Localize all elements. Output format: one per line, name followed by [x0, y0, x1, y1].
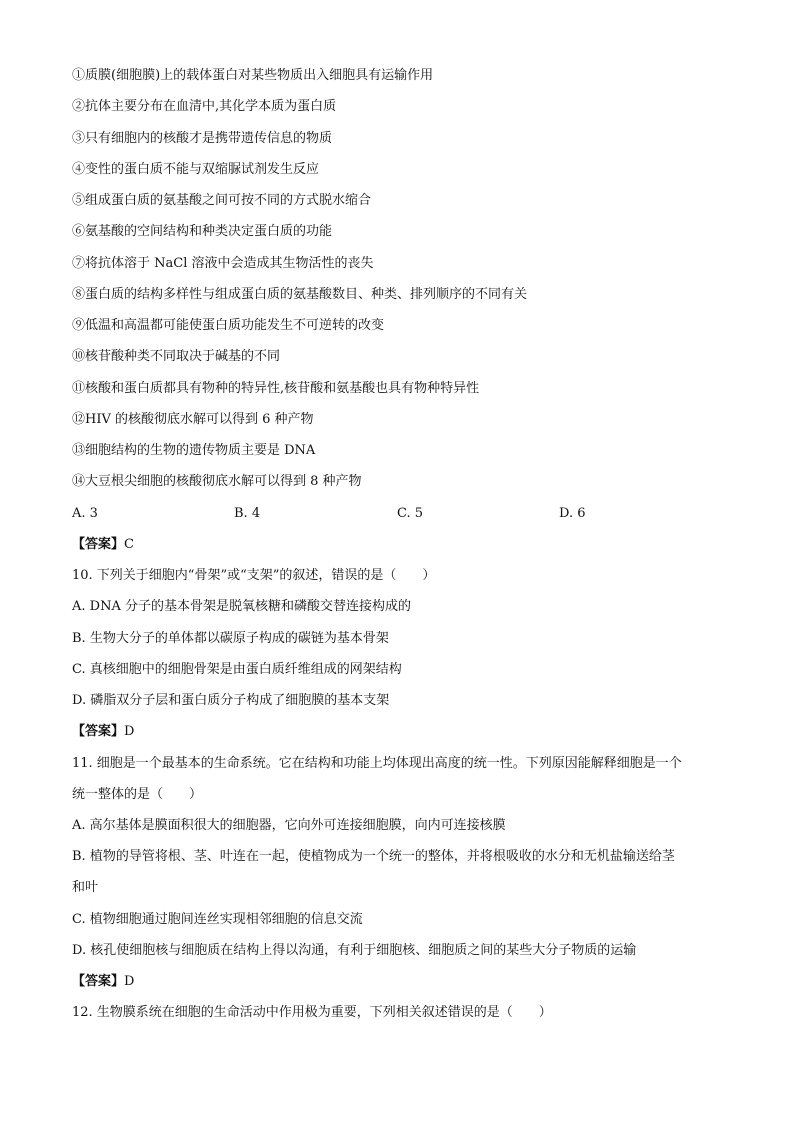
q11-option-c: C. 植物细胞通过胞间连丝实现相邻细胞的信息交流	[72, 912, 363, 927]
answer-value: D	[124, 724, 135, 739]
statement-1: ①质膜(细胞膜)上的载体蛋白对某些物质出入细胞具有运输作用	[72, 68, 434, 83]
q9-option-b: B. 4	[234, 506, 261, 521]
statement-14: ⑭大豆根尖细胞的核酸彻底水解可以得到 8 种产物	[72, 474, 362, 489]
q11-option-d: D. 核孔使细胞核与细胞质在结构上得以沟通，有利于细胞核、细胞质之间的某些大分子物质的运输	[72, 943, 637, 958]
q9-answer	[72, 536, 134, 554]
q10-option-b: B. 生物大分子的单体都以碳原子构成的碳链为基本骨架	[72, 631, 389, 646]
statement-7: ⑦将抗体溶于 NaCl 溶液中会造成其生物活性的丧失	[72, 256, 374, 271]
q10-stem: 10. 下列关于细胞内“骨架”或“支架”的叙述，错误的是（ ）	[72, 568, 436, 583]
q11-option-b-cont: 和叶	[72, 880, 99, 895]
q12-stem: 12. 生物膜系统在细胞的生命活动中作用极为重要，下列相关叙述错误的是（ ）	[72, 1005, 552, 1020]
statement-6: ⑥氨基酸的空间结构和种类决定蛋白质的功能	[72, 224, 333, 239]
q11-stem-line-2: 统一整体的是（ ）	[72, 787, 203, 802]
statement-12: ⑫HIV 的核酸彻底水解可以得到 6 种产物	[72, 412, 314, 427]
q10-option-d: D. 磷脂双分子层和蛋白质分子构成了细胞膜的基本支架	[72, 693, 390, 708]
statement-2: ②抗体主要分布在血清中,其化学本质为蛋白质	[72, 99, 337, 114]
answer-tag: 【答案】	[72, 537, 125, 552]
q9-option-a: A. 3	[72, 506, 98, 521]
statement-13: ⑬细胞结构的生物的遗传物质主要是 DNA	[72, 443, 316, 458]
q9-options	[72, 505, 732, 523]
q10-option-c: C. 真核细胞中的细胞骨架是由蛋白质纤维组成的网架结构	[72, 662, 402, 677]
statement-8: ⑧蛋白质的结构多样性与组成蛋白质的氨基酸数目、种类、排列顺序的不同有关	[72, 287, 528, 302]
q10-option-a: A. DNA 分子的基本骨架是脱氧核糖和磷酸交替连接构成的	[72, 599, 411, 614]
q9-option-c: C. 5	[397, 506, 424, 521]
answer-tag: 【答案】	[72, 724, 125, 739]
statement-9: ⑨低温和高温都可能使蛋白质功能发生不可逆转的改变	[72, 318, 385, 333]
statement-5: ⑤组成蛋白质的氨基酸之间可按不同的方式脱水缩合	[72, 193, 372, 208]
answer-value: C	[124, 537, 134, 552]
q11-option-b: B. 植物的导管将根、茎、叶连在一起，使植物成为一个统一的整体，并将根吸收的水分和无机盐输送给茎	[72, 849, 675, 864]
q11-answer	[72, 973, 134, 991]
answer-value: D	[124, 974, 135, 989]
q11-stem-line-1: 11. 细胞是一个最基本的生命系统。它在结构和功能上均体现出高度的统一性。下列原因能解释细胞是一个	[72, 756, 682, 771]
answer-tag: 【答案】	[72, 974, 125, 989]
statement-10: ⑩核苷酸种类不同取决于碱基的不同	[72, 349, 281, 364]
statement-4: ④变性的蛋白质不能与双缩脲试剂发生反应	[72, 162, 320, 177]
statement-11: ⑪核酸和蛋白质都具有物种的特异性,核苷酸和氨基酸也具有物种特异性	[72, 381, 480, 396]
statement-3: ③只有细胞内的核酸才是携带遗传信息的物质	[72, 131, 333, 146]
q9-option-d: D. 6	[559, 506, 586, 521]
q11-option-a: A. 高尔基体是膜面积很大的细胞器，它向外可连接细胞膜，向内可连接核膜	[72, 818, 506, 833]
q10-answer	[72, 723, 134, 741]
